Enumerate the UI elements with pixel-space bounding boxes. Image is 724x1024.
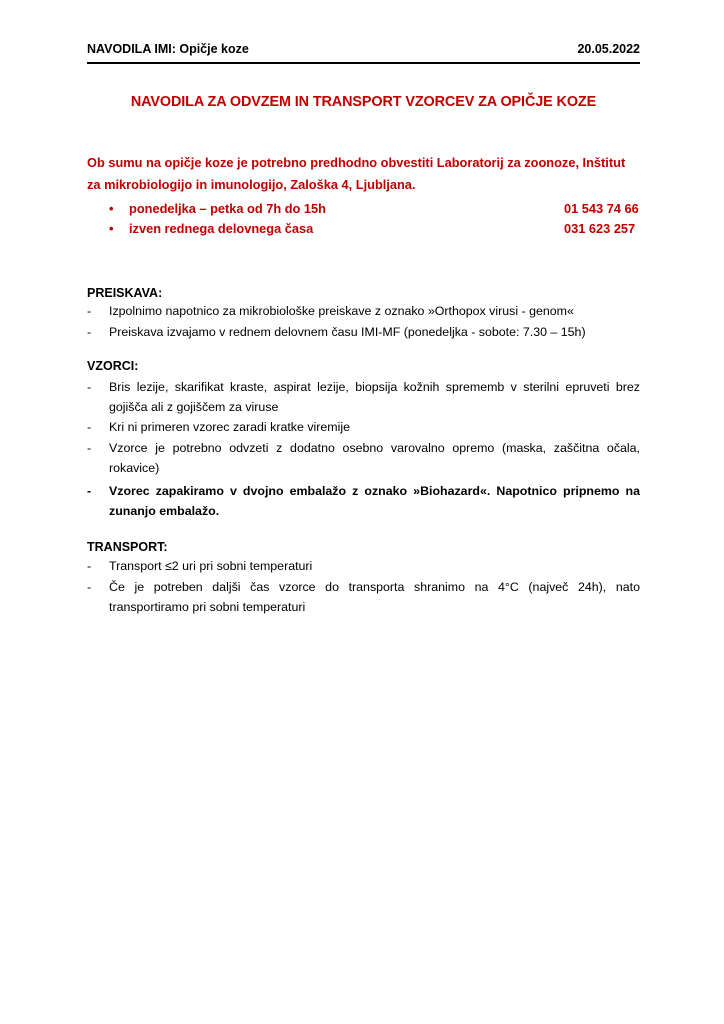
intro-line-2: za mikrobiologijo in imunologijo, Zaloška 4, Ljubljana.	[87, 177, 416, 192]
page-header	[87, 42, 640, 56]
document-title: NAVODILA ZA ODVZEM IN TRANSPORT VZORCEV ZA OPIČJE KOZE	[130, 94, 597, 110]
list-item-text: Vzorce je potrebno odvzeti z dodatno osebno varovalno opremo (maska, zaščitna očala, rokavice)	[109, 441, 640, 475]
bullet-icon: •	[109, 221, 114, 236]
section-heading-preiskava: PREISKAVA:	[87, 286, 163, 300]
dash-marker: -	[87, 380, 92, 394]
dash-marker: -	[87, 441, 92, 455]
dash-marker: -	[87, 559, 92, 573]
contact-phone: 031 623 257	[564, 221, 636, 236]
list-item-text: Preiskava izvajamo v rednem delovnem času IMI-MF (ponedeljka - sobote: 7.30 – 15h)	[109, 325, 586, 339]
contact-row-working-hours	[87, 201, 640, 221]
section-heading-vzorci: VZORCI:	[87, 359, 139, 373]
list-item-text: Transport ≤2 uri pri sobni temperaturi	[109, 559, 313, 573]
header-divider	[87, 62, 640, 64]
header-date: 20.05.2022	[577, 42, 640, 56]
dash-marker: -	[87, 420, 92, 434]
dash-marker: -	[87, 580, 92, 594]
list-item-text: Če je potreben daljši čas vzorce do transporta shranimo na 4°C (največ 24h), nato transportiramo pri sobni temperaturi	[109, 580, 640, 614]
contact-row-after-hours	[87, 221, 640, 241]
contact-label: ponedeljka – petka od 7h do 15h	[129, 201, 326, 216]
intro-line-1: Ob sumu na opičje koze je potrebno predhodno obvestiti Laboratorij za zoonoze, Inštitut	[87, 155, 626, 170]
section-heading-transport: TRANSPORT:	[87, 540, 168, 554]
contact-phone: 01 543 74 66	[564, 201, 639, 216]
list-item-text: Bris lezije, skarifikat kraste, aspirat lezije, biopsija kožnih sprememb v sterilni epruveti brez gojišča ali z gojiščem za viruse	[109, 380, 640, 414]
bullet-icon: •	[109, 201, 114, 216]
list-item-text: Izpolnimo napotnico za mikrobiološke preiskave z oznako »Orthopox virusi - genom«	[109, 304, 574, 318]
dash-marker: -	[87, 304, 92, 318]
contact-label: izven rednega delovnega časa	[129, 221, 314, 236]
intro-paragraph	[87, 152, 640, 196]
dash-marker: -	[87, 325, 92, 339]
dash-marker: -	[87, 484, 92, 498]
list-item-text: Kri ni primeren vzorec zaradi kratke viremije	[109, 420, 351, 434]
list-item-text: Vzorec zapakiramo v dvojno embalažo z oznako »Biohazard«. Napotnico pripnemo na zunanjo embalažo.	[109, 484, 640, 518]
header-document-title: NAVODILA IMI: Opičje koze	[87, 42, 249, 56]
